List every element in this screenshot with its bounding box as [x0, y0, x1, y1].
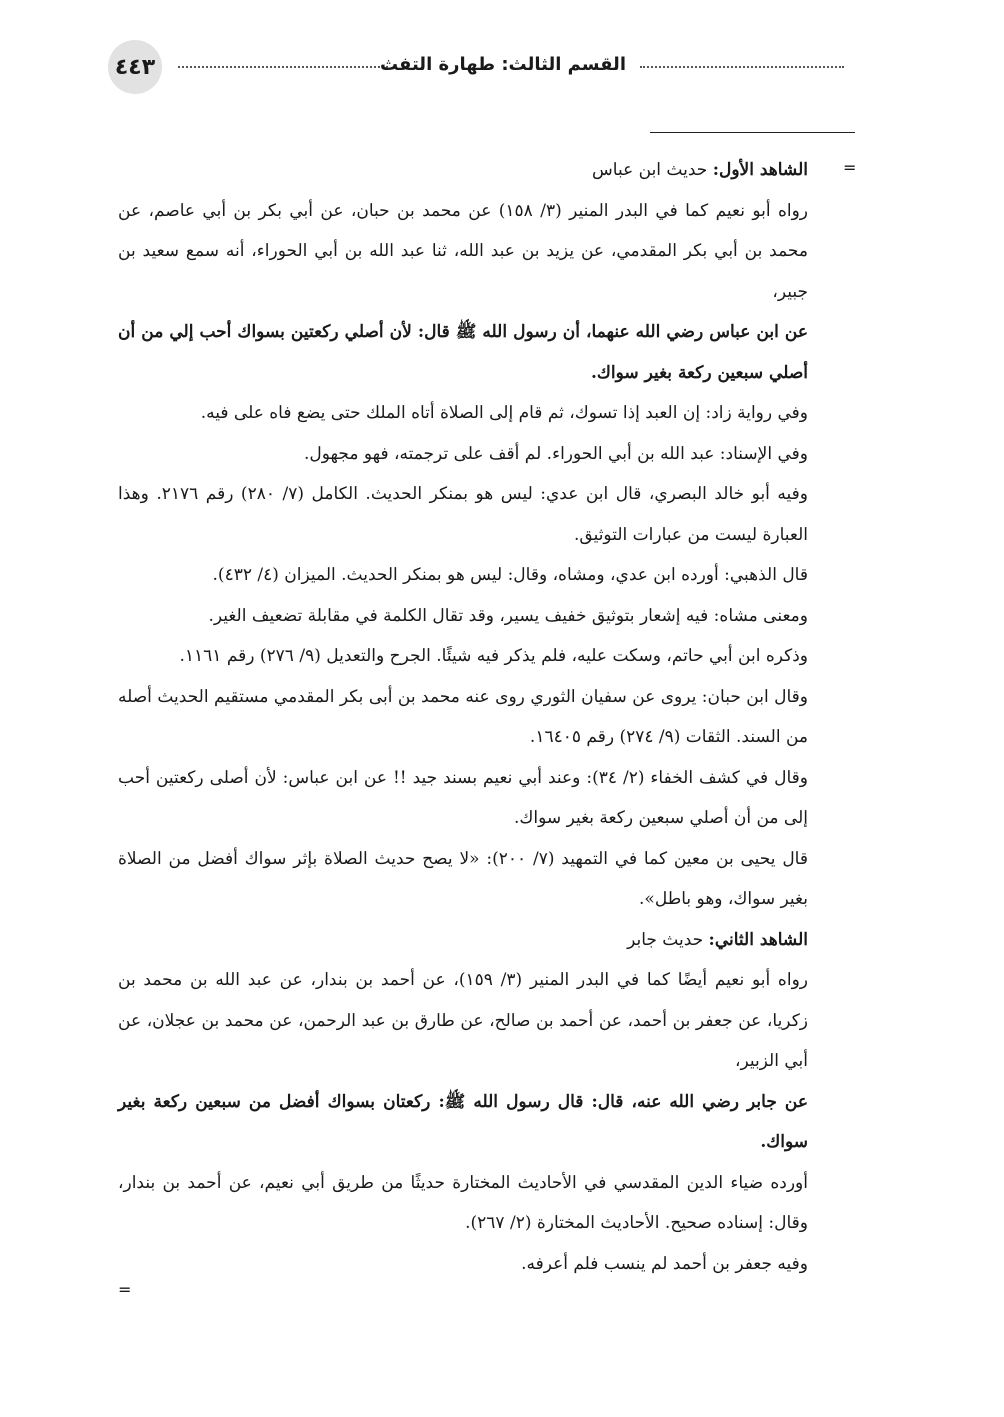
page-header [108, 40, 848, 96]
paragraph-jafar: وفيه جعفر بن أحمد لم ينسب فلم أعرفه. [521, 1253, 808, 1274]
hadith-text-2: عن جابر رضي الله عنه، قال: قال رسول الله ﷺ: ركعتان بسواك أفضل من سبعين ركعة بغير سواك. [118, 1091, 808, 1152]
footnote-body [118, 150, 808, 1284]
paragraph-dhahabi: قال الذهبي: أورده ابن عدي، ومشاه، وقال: ليس هو بمنكر الحديث. الميزان (٤/ ٤٣٢). [212, 565, 808, 585]
page-number-badge: ٤٤٣ [108, 40, 162, 94]
hadith-text-1: عن ابن عباس رضي الله عنهما، أن رسول الله ﷺ قال: لأن أصلي ركعتين بسواك أحب إلي من أن أصلي سبعين ركعة بغير سواك. [118, 322, 808, 383]
paragraph-ibn-adi: وفيه أبو خالد البصري، قال ابن عدي: ليس هو بمنكر الحديث. الكامل (٧/ ٢٨٠) رقم ٢١٧٦. وهذا العبارة ليست من عبارات التوثيق. [118, 484, 808, 545]
header-dotted-leader-left [178, 66, 388, 68]
second-witness-heading [118, 920, 808, 961]
first-witness-label: الشاهد الأول: [712, 160, 808, 180]
paragraph-variant: وفي رواية زاد: إن العبد إذا تسوك، ثم قام إلى الصلاة أتاه الملك حتى يضع فاه على فيه. [200, 403, 808, 423]
continuation-mark-top: = [843, 158, 857, 177]
second-witness-title: حديث جابر [627, 929, 709, 950]
first-witness-title: حديث ابن عباس [592, 160, 713, 180]
continuation-mark-bottom: = [118, 1280, 132, 1299]
header-dotted-leader-right [640, 66, 844, 68]
paragraph-kashf-al-khafa: وقال في كشف الخفاء (٢/ ٣٤): وعند أبي نعيم بسند جيد !! عن ابن عباس: لأن أصلى ركعتين أحب إلى من أن أصلي سبعين ركعة بغير سواك. [118, 767, 809, 828]
paragraph-diya-maqdisi: أورده ضياء الدين المقدسي في الأحاديث المختارة حديثًا من طريق أبي نعيم، عن أحمد بن بندار، وقال: إسناده صحيح. الأحاديث المختارة (٢/ ٢٦٧). [118, 1172, 808, 1233]
paragraph-ibn-abi-hatim: وذكره ابن أبي حاتم، وسكت عليه، فلم يذكر فيه شيئًا. الجرح والتعديل (٩/ ٢٧٦) رقم ١١٦١. [179, 646, 808, 666]
paragraph-isnad-note: وفي الإسناد: عبد الله بن أبي الحوراء. لم أقف على ترجمته، فهو مجهول. [303, 443, 808, 464]
paragraph-ibn-hibban: وقال ابن حبان: يروى عن سفيان الثوري روى عنه محمد بن أبى بكر المقدمي مستقيم الحديث أصله من السند. الثقات (٩/ ٢٧٤) رقم ١٦٤٠٥. [118, 686, 808, 747]
paragraph-chain-2: رواه أبو نعيم أيضًا كما في البدر المنير (٣/ ١٥٩)، عن أحمد بن بندار، عن عبد الله بن محمد بن زكريا، عن جعفر بن أحمد، عن أحمد بن صالح، عن طارق بن عبد الرحمن، عن محمد بن عجلان، عن أبي الزبير، [118, 970, 808, 1071]
paragraph-mashahu: ومعنى مشاه: فيه إشعار بتوثيق خفيف يسير، وقد تقال الكلمة في مقابلة تضعيف الغير. [208, 605, 808, 626]
running-title: القسم الثالث: طهارة التفث [379, 54, 626, 75]
footnote-separator-rule [650, 132, 855, 133]
paragraph-ibn-main: قال يحيى بن معين كما في التمهيد (٧/ ٢٠٠): «لا يصح حديث الصلاة بإثر سواك أفضل من الصلاة بغير سواك، وهو باطل». [118, 848, 808, 909]
first-witness-heading [118, 150, 808, 191]
paragraph-chain-1: رواه أبو نعيم كما في البدر المنير (٣/ ١٥٨) عن محمد بن حبان، عن أبي بكر بن أبي عاصم، عن محمد بن أبي بكر المقدمي، عن يزيد بن عبد الله، ثنا عبد الله بن أبي الحوراء، أنه سمع سعيد بن جبير، [118, 200, 808, 302]
second-witness-label: الشاهد الثاني: [708, 929, 808, 950]
